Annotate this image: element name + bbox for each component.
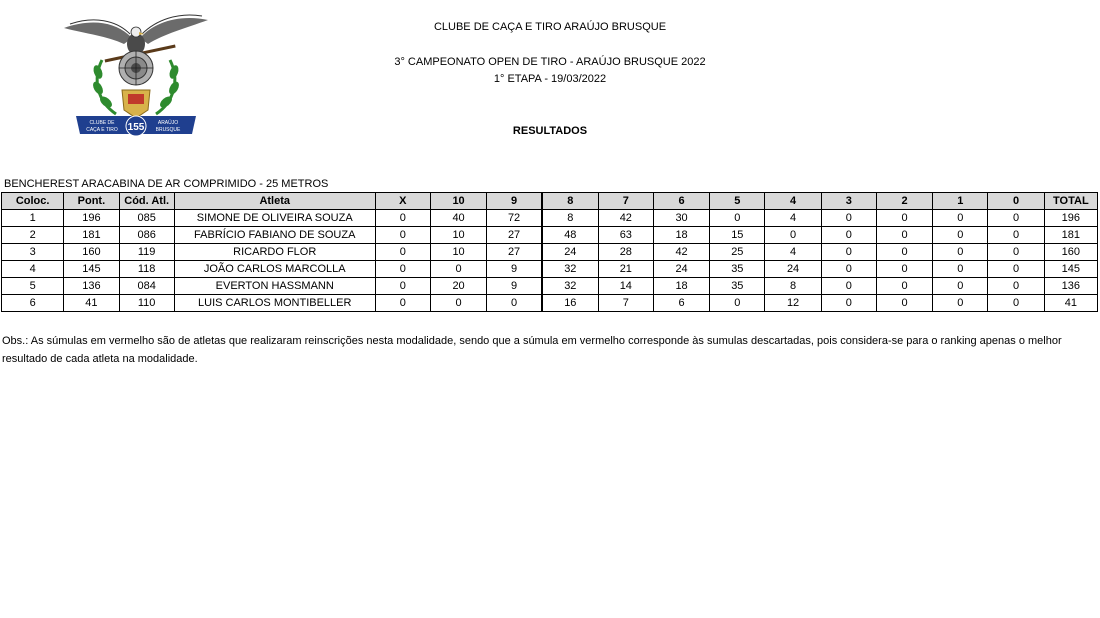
cell-4: 4: [765, 210, 821, 227]
championship-title: 3° CAMPEONATO OPEN DE TIRO - ARAÚJO BRUSQUE 2022: [394, 56, 706, 68]
cell-athlete-code: 086: [119, 227, 174, 244]
cell-6: 42: [653, 244, 709, 261]
cell-points: 136: [64, 278, 119, 295]
cell-athlete-code: 118: [119, 261, 174, 278]
cell-1: 0: [933, 278, 988, 295]
cell-5: 35: [710, 261, 765, 278]
cell-1: 0: [933, 295, 988, 312]
cell-6: 18: [653, 278, 709, 295]
cell-athlete-name: RICARDO FLOR: [174, 244, 375, 261]
cell-0: 0: [988, 295, 1044, 312]
cell-athlete-code: 085: [119, 210, 174, 227]
cell-8: 48: [542, 227, 598, 244]
col-header: 8: [542, 193, 598, 210]
cell-7: 63: [598, 227, 653, 244]
cell-9: 9: [487, 278, 542, 295]
table-row: [2, 244, 1098, 261]
cell-0: 0: [988, 244, 1044, 261]
cell-placement: 4: [2, 261, 64, 278]
cell-placement: 1: [2, 210, 64, 227]
cell-5: 0: [710, 295, 765, 312]
cell-placement: 3: [2, 244, 64, 261]
cell-total: 41: [1044, 295, 1097, 312]
cell-placement: 5: [2, 278, 64, 295]
cell-points: 181: [64, 227, 119, 244]
col-header: 0: [988, 193, 1044, 210]
cell-athlete-name: SIMONE DE OLIVEIRA SOUZA: [174, 210, 375, 227]
svg-text:ARAÚJO: ARAÚJO: [157, 120, 179, 126]
svg-text:BRUSQUE: BRUSQUE: [155, 127, 181, 133]
cell-placement: 6: [2, 295, 64, 312]
cell-7: 14: [598, 278, 653, 295]
cell-8: 8: [542, 210, 598, 227]
cell-9: 72: [487, 210, 542, 227]
cell-3: 0: [821, 278, 876, 295]
cell-athlete-name: JOÃO CARLOS MARCOLLA: [174, 261, 375, 278]
col-header: 7: [598, 193, 653, 210]
section-title: BENCHEREST ARACABINA DE AR COMPRIMIDO - 25 METROS: [4, 178, 329, 190]
cell-3: 0: [821, 210, 876, 227]
cell-total: 196: [1044, 210, 1097, 227]
table-row: [2, 278, 1098, 295]
cell-1: 0: [933, 244, 988, 261]
col-header: Atleta: [174, 193, 375, 210]
cell-6: 24: [653, 261, 709, 278]
cell-0: 0: [988, 278, 1044, 295]
cell-total: 136: [1044, 278, 1097, 295]
cell-3: 0: [821, 227, 876, 244]
cell-8: 32: [542, 261, 598, 278]
cell-x: 0: [375, 278, 430, 295]
cell-5: 35: [710, 278, 765, 295]
cell-4: 12: [765, 295, 821, 312]
cell-7: 42: [598, 210, 653, 227]
cell-9: 27: [487, 227, 542, 244]
cell-2: 0: [876, 210, 932, 227]
svg-text:CAÇA E TIRO: CAÇA E TIRO: [86, 127, 118, 133]
cell-10: 20: [430, 278, 486, 295]
cell-9: 9: [487, 261, 542, 278]
cell-points: 41: [64, 295, 119, 312]
cell-6: 6: [653, 295, 709, 312]
cell-3: 0: [821, 295, 876, 312]
cell-x: 0: [375, 295, 430, 312]
cell-0: 0: [988, 227, 1044, 244]
table-row: [2, 261, 1098, 278]
col-header: X: [375, 193, 430, 210]
cell-2: 0: [876, 227, 932, 244]
cell-athlete-name: FABRÍCIO FABIANO DE SOUZA: [174, 227, 375, 244]
cell-4: 24: [765, 261, 821, 278]
cell-1: 0: [933, 261, 988, 278]
cell-athlete-code: 110: [119, 295, 174, 312]
cell-0: 0: [988, 261, 1044, 278]
col-header: 3: [821, 193, 876, 210]
cell-4: 8: [765, 278, 821, 295]
cell-6: 18: [653, 227, 709, 244]
table-row: [2, 295, 1098, 312]
cell-2: 0: [876, 295, 932, 312]
cell-10: 10: [430, 244, 486, 261]
cell-x: 0: [375, 210, 430, 227]
cell-total: 181: [1044, 227, 1097, 244]
cell-points: 196: [64, 210, 119, 227]
cell-4: 4: [765, 244, 821, 261]
observation-note: Obs.: As súmulas em vermelho são de atletas que realizaram reinscrições nesta modalidade, sendo que a súmula em vermelho corresponde às sumulas descartadas, pois considera-se para o ranking apenas o melhor resultado de cada atleta na modalidade.: [2, 335, 1062, 365]
table-row: [2, 210, 1098, 227]
cell-x: 0: [375, 244, 430, 261]
cell-placement: 2: [2, 227, 64, 244]
cell-4: 0: [765, 227, 821, 244]
stage-date: 1° ETAPA - 19/03/2022: [493, 73, 607, 85]
cell-5: 25: [710, 244, 765, 261]
cell-7: 21: [598, 261, 653, 278]
club-name: CLUBE DE CAÇA E TIRO ARAÚJO BRUSQUE: [433, 21, 667, 33]
cell-athlete-name: LUIS CARLOS MONTIBELLER: [174, 295, 375, 312]
cell-athlete-code: 119: [119, 244, 174, 261]
cell-total: 145: [1044, 261, 1097, 278]
cell-10: 10: [430, 227, 486, 244]
svg-text:155: 155: [127, 122, 145, 133]
results-table: [1, 192, 1098, 312]
cell-6: 30: [653, 210, 709, 227]
cell-2: 0: [876, 278, 932, 295]
cell-total: 160: [1044, 244, 1097, 261]
cell-0: 0: [988, 210, 1044, 227]
col-header: 10: [430, 193, 486, 210]
cell-3: 0: [821, 244, 876, 261]
col-header: 5: [710, 193, 765, 210]
col-header: 6: [653, 193, 709, 210]
cell-2: 0: [876, 244, 932, 261]
cell-9: 0: [487, 295, 542, 312]
col-header: 4: [765, 193, 821, 210]
cell-8: 24: [542, 244, 598, 261]
col-header: Coloc.: [2, 193, 64, 210]
col-header: Pont.: [64, 193, 119, 210]
cell-10: 40: [430, 210, 486, 227]
cell-1: 0: [933, 210, 988, 227]
cell-x: 0: [375, 261, 430, 278]
cell-3: 0: [821, 261, 876, 278]
cell-10: 0: [430, 295, 486, 312]
col-header: Cód. Atl.: [119, 193, 174, 210]
cell-5: 0: [710, 210, 765, 227]
cell-5: 15: [710, 227, 765, 244]
col-header: 9: [487, 193, 542, 210]
cell-athlete-name: EVERTON HASSMANN: [174, 278, 375, 295]
svg-text:CLUBE DE: CLUBE DE: [89, 120, 115, 126]
cell-10: 0: [430, 261, 486, 278]
cell-7: 7: [598, 295, 653, 312]
cell-points: 145: [64, 261, 119, 278]
table-header-row: [2, 193, 1098, 210]
cell-8: 32: [542, 278, 598, 295]
col-header: 1: [933, 193, 988, 210]
cell-8: 16: [542, 295, 598, 312]
cell-2: 0: [876, 261, 932, 278]
col-header: 2: [876, 193, 932, 210]
cell-points: 160: [64, 244, 119, 261]
cell-x: 0: [375, 227, 430, 244]
table-row: [2, 227, 1098, 244]
cell-7: 28: [598, 244, 653, 261]
cell-1: 0: [933, 227, 988, 244]
cell-athlete-code: 084: [119, 278, 174, 295]
col-header: TOTAL: [1044, 193, 1097, 210]
cell-9: 27: [487, 244, 542, 261]
results-heading: RESULTADOS: [512, 125, 588, 137]
